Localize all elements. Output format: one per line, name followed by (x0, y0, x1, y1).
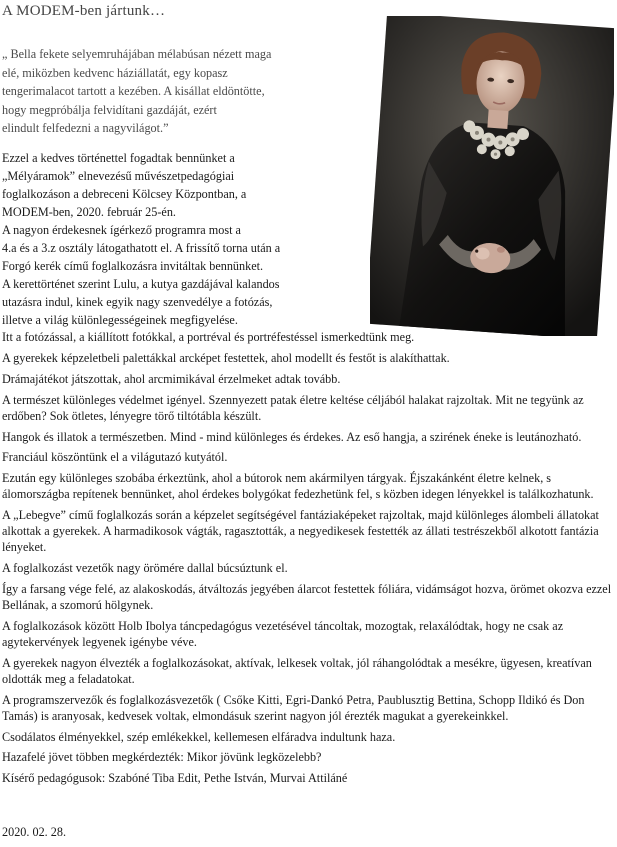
intro-line: 4.a és a 3.z osztály látogathatott el. A frissítő torna után a (2, 241, 281, 255)
intro-line: „Mélyáramok” elnevezésű művészetpedagógiai (2, 169, 235, 183)
intro-text (2, 149, 362, 329)
article-date: 2020. 02. 28. (2, 825, 66, 839)
intro-line: MODEM-ben, 2020. február 25-én. (2, 205, 176, 219)
intro-line: utazásra indul, kinek egyik nagy szenvedélye a fotózás, (2, 295, 273, 309)
paragraph: Csodálatos élményekkel, szép emlékekkel, kellemesen elfáradva indultunk haza. (2, 729, 396, 744)
paragraph: Drámajátékot játszottak, ahol arcmimikával érzelmeket adtak tovább. (2, 371, 341, 386)
paragraph: A foglalkozást vezetők nagy örömére dallal búcsúztunk el. (2, 561, 288, 576)
paragraph: Hangok és illatok a természetben. Mind - mind különleges és érdekes. Az eső hangja, a szirének éneke is leutánozható. (2, 429, 582, 444)
paragraph: Itt a fotózással, a kiállított fotókkal, a portréval és portréfestéssel ismerkedtünk meg. (2, 330, 415, 344)
opening-quote (2, 45, 302, 138)
article-body (2, 329, 612, 791)
article-title: A MODEM-ben jártunk… (2, 3, 166, 19)
quote-line: elé, miközben kedvenc háziállatát, egy kopasz (2, 65, 228, 80)
intro-line: illetve a világ különlegességeinek megfigyelése. (2, 313, 238, 327)
paragraph: Hazafelé jövet többen megkérdezték: Mikor jövünk legközelebb? (2, 750, 322, 765)
portrait-photo (370, 16, 614, 336)
quote-line: „ Bella fekete selyemruhájában mélabúsan nézett maga (2, 47, 272, 61)
paragraph: Így a farsang vége felé, az alakoskodás, átváltozás jegyében álarcot festettek fóliára, vidámságot hozva, örömet okozva ezzel Bellának, a szomorú hölgynek. (2, 582, 612, 613)
quote-line: hogy megpróbálja felvidítani gazdáját, ezért (2, 102, 217, 117)
intro-line: Forgó kerék című foglalkozásra invitáltak bennünket. (2, 259, 264, 273)
paragraph: Kísérő pedagógusok: Szabóné Tiba Edit, Pethe István, Murvai Attiláné (2, 771, 348, 786)
paragraph: A gyerekek nagyon élvezték a foglalkozásokat, aktívak, lelkesek voltak, jól ráhangolódtak a mesékre, ügyesen, kreatívan oldották meg a feladatokat. (2, 655, 592, 686)
paragraph: A természet különleges védelmet igényel. Szennyezett patak életre keltése céljából halakat rajzoltak. Mit ne tegyünk az erdőben? Sok ötletes, lényegre törő tiltótábla készült. (2, 392, 584, 423)
paragraph: A „Lebegve” című foglalkozás során a képzelet segítségével fantáziaképeket rajzoltak, majd különleges álombeli állatokat alkottak a gyerekek. A harmadikosok vágták, ragasztották, a negyedikesek festették az állati testrészekből alkotott fantázia lényeket. (2, 508, 599, 555)
paragraph: Ezután egy különleges szobába érkeztünk, ahol a bútorok nem akármilyen tárgyak. Éjszakánként életre kelnek, s álomországba repítenek bennünket, ahol érdekes bolygókat fedezhetünk fel, s közben idegen lényekkel is találkozhatunk. (2, 471, 594, 502)
intro-line: A kerettörténet szerint Lulu, a kutya gazdájával kalandos (2, 277, 280, 291)
intro-line: foglalkozáson a debreceni Kölcsey Központban, a (2, 187, 247, 201)
quote-line: elindult felfedezni a nagyvilágot.” (2, 121, 169, 136)
intro-line: Ezzel a kedves történettel fogadtak bennünket a (2, 151, 235, 165)
quote-line: tengerimalacot tartott a kezében. A kisállat eldöntötte, (2, 84, 265, 99)
paragraph: Franciául köszöntünk el a világutazó kutyától. (2, 450, 228, 465)
paragraph: A foglalkozások között Holb Ibolya táncpedagógus vezetésével táncoltak, mozogtak, relaxálódtak, hogy ne csak az agytekervények legyenek igénybe véve. (2, 618, 564, 649)
paragraph: A programszervezők és foglalkozásvezetők ( Csőke Kitti, Egri-Dankó Petra, Paublusztig Bettina, Schopp Ildikó és Don Tamás) is aranyosak, kedvesek voltak, elmondásuk szerint nagyon jól érezték magukat a gyerekeinkkel. (2, 692, 585, 723)
intro-line: A nagyon érdekesnek ígérkező programra most a (2, 223, 241, 237)
paragraph: A gyerekek képzeletbeli palettákkal arcképet festettek, ahol modellt és festőt is alakíthattak. (2, 350, 450, 365)
